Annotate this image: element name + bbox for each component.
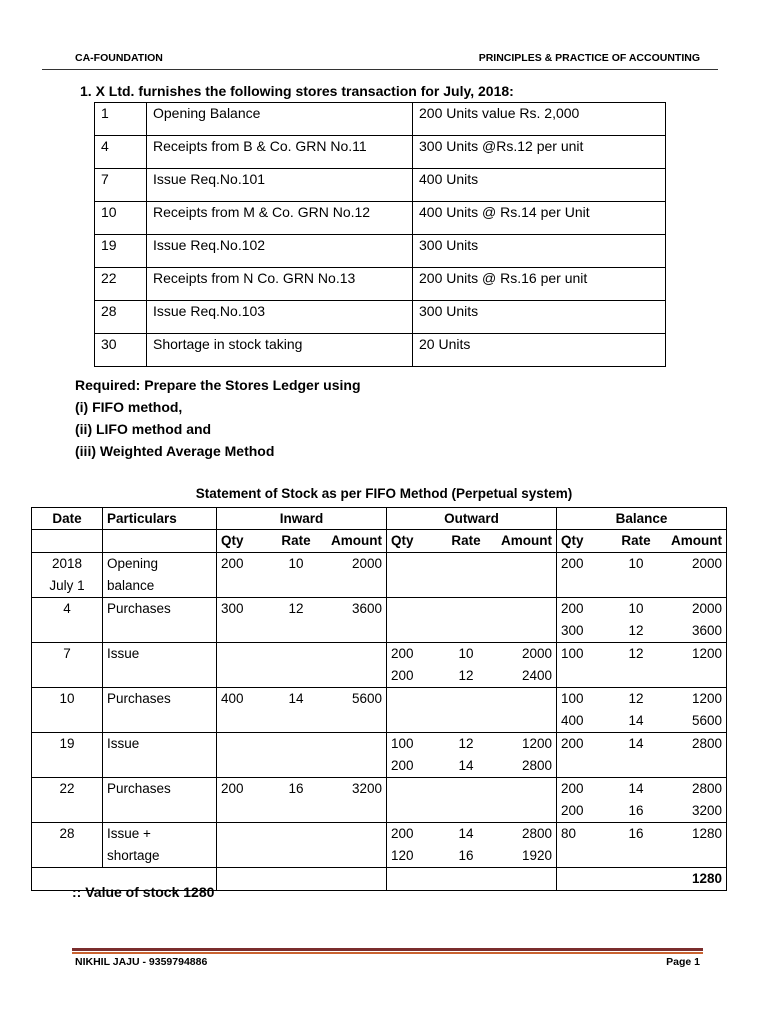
stock-date-cell: [32, 688, 103, 733]
footer-page: Page 1: [666, 956, 700, 968]
outward-amount: 2400: [521, 668, 552, 683]
balance-qty: 400: [561, 713, 584, 728]
transaction-description: Receipts from N Co. GRN No.13: [147, 268, 413, 301]
balance-rate: 14: [628, 713, 644, 728]
stock-row: [32, 733, 727, 778]
balance-rate: 16: [628, 826, 644, 841]
stock-balance-cell: [557, 598, 727, 643]
balance-rate: 16: [628, 803, 644, 818]
balance-amount: 2000: [691, 601, 722, 616]
header-inward: Inward: [217, 508, 387, 530]
transaction-day: 30: [95, 334, 147, 367]
stock-date-cell: [32, 643, 103, 688]
balance-amount: 3600: [691, 623, 722, 638]
transaction-detail: 400 Units: [413, 169, 666, 202]
transaction-description: Opening Balance: [147, 103, 413, 136]
stock-particulars-cell: [103, 553, 217, 598]
balance-line: [561, 710, 722, 732]
stock-row: [32, 598, 727, 643]
stock-outward-cell: [387, 778, 557, 823]
transaction-detail: 300 Units: [413, 301, 666, 334]
balance-qty: 200: [561, 781, 584, 796]
stock-date: 2018: [51, 556, 83, 571]
stock-balance-cell: [557, 688, 727, 733]
stock-particulars-cell: [103, 688, 217, 733]
transaction-detail: 300 Units @Rs.12 per unit: [413, 136, 666, 169]
inward-line: [221, 553, 382, 575]
transaction-detail: 20 Units: [413, 334, 666, 367]
subheader-empty: [103, 530, 217, 553]
header-left: CA-FOUNDATION: [75, 52, 163, 64]
stock-particulars: Purchases: [107, 601, 171, 616]
inward-qty: 200: [221, 781, 244, 796]
balance-line: [561, 733, 722, 755]
subheader-inward: [217, 530, 387, 553]
balance-line: [561, 800, 722, 822]
inward-qty: 400: [221, 691, 244, 706]
stock-particulars: Issue +: [107, 826, 151, 841]
transaction-detail: 400 Units @ Rs.14 per Unit: [413, 202, 666, 235]
stock-date: 19: [59, 736, 75, 751]
inward-amount: 5600: [351, 691, 382, 706]
transaction-description: Shortage in stock taking: [147, 334, 413, 367]
stock-balance-cell: [557, 553, 727, 598]
balance-line: [561, 823, 722, 845]
transaction-description: Receipts from B & Co. GRN No.11: [147, 136, 413, 169]
value-of-stock: :: Value of stock 1280: [72, 884, 215, 900]
stock-outward-cell: [387, 823, 557, 868]
inward-amount: 3200: [351, 781, 382, 796]
stock-particulars-cell: [103, 778, 217, 823]
stock-date-cell: [32, 823, 103, 868]
balance-qty: 200: [561, 736, 584, 751]
footer-author: NIKHIL JAJU - 9359794886: [75, 956, 208, 968]
header-right: PRINCIPLES & PRACTICE OF ACCOUNTING: [478, 52, 700, 64]
balance-qty: 100: [561, 646, 584, 661]
required-line-2: (i) FIFO method,: [75, 399, 183, 415]
transactions-table: [94, 102, 666, 367]
outward-qty: 120: [391, 848, 414, 863]
balance-line: [561, 620, 722, 642]
total-inward-cell: [217, 868, 387, 891]
stock-particulars: Issue: [107, 646, 140, 661]
balance-amount: 1280: [691, 826, 722, 841]
sub-qty: Qty: [561, 533, 584, 548]
header-date: Date: [32, 508, 103, 530]
transaction-day: 1: [95, 103, 147, 136]
stock-outward-cell: [387, 553, 557, 598]
stock-particulars-cell: [103, 598, 217, 643]
stock-date: 4: [63, 601, 71, 616]
balance-rate: 14: [628, 736, 644, 751]
stock-particulars-cell: [103, 823, 217, 868]
stock-date: July 1: [49, 578, 85, 593]
sub-amount: Amount: [331, 533, 382, 548]
outward-line: [391, 665, 552, 687]
sub-amount: Amount: [671, 533, 722, 548]
balance-rate: 10: [628, 556, 644, 571]
stock-inward-cell: [217, 688, 387, 733]
transaction-day: 7: [95, 169, 147, 202]
stock-inward-cell: [217, 823, 387, 868]
outward-rate: 12: [458, 736, 474, 751]
outward-line: [391, 823, 552, 845]
inward-line: [221, 688, 382, 710]
balance-qty: 300: [561, 623, 584, 638]
stock-date: 22: [59, 781, 75, 796]
stock-date: 28: [59, 826, 75, 841]
stock-particulars: Issue: [107, 736, 140, 751]
transaction-row: [95, 169, 666, 202]
transaction-row: [95, 202, 666, 235]
transaction-detail: 300 Units: [413, 235, 666, 268]
stock-date-cell: [32, 778, 103, 823]
stock-balance-cell: [557, 733, 727, 778]
balance-rate: 14: [628, 781, 644, 796]
required-line-4: (iii) Weighted Average Method: [75, 443, 275, 459]
balance-qty: 200: [561, 601, 584, 616]
transaction-description: Issue Req.No.103: [147, 301, 413, 334]
stock-inward-cell: [217, 553, 387, 598]
balance-line: [561, 598, 722, 620]
inward-rate: 16: [288, 781, 304, 796]
outward-rate: 14: [458, 826, 474, 841]
transaction-description: Issue Req.No.102: [147, 235, 413, 268]
outward-amount: 1920: [521, 848, 552, 863]
outward-line: [391, 733, 552, 755]
stock-particulars: balance: [107, 578, 155, 593]
stock-particulars: Purchases: [107, 691, 171, 706]
balance-amount: 2800: [691, 736, 722, 751]
inward-qty: 300: [221, 601, 244, 616]
sub-qty: Qty: [391, 533, 414, 548]
balance-line: [561, 688, 722, 710]
stock-date-cell: [32, 733, 103, 778]
sub-rate: Rate: [281, 533, 311, 548]
required-line-3: (ii) LIFO method and: [75, 421, 212, 437]
stock-inward-cell: [217, 778, 387, 823]
inward-amount: 3600: [351, 601, 382, 616]
transaction-day: 28: [95, 301, 147, 334]
inward-line: [221, 598, 382, 620]
transaction-day: 19: [95, 235, 147, 268]
balance-amount: 1200: [691, 691, 722, 706]
balance-qty: 80: [561, 826, 577, 841]
stock-outward-cell: [387, 598, 557, 643]
question-title: 1. X Ltd. furnishes the following stores transaction for July, 2018:: [80, 83, 514, 99]
transaction-row: [95, 103, 666, 136]
outward-qty: 200: [391, 646, 414, 661]
stock-inward-cell: [217, 733, 387, 778]
outward-line: [391, 643, 552, 665]
stock-particulars: Opening: [107, 556, 159, 571]
inward-rate: 12: [288, 601, 304, 616]
balance-rate: 10: [628, 601, 644, 616]
required-line-1: Required: Prepare the Stores Ledger using: [75, 377, 361, 393]
stock-date: 7: [63, 646, 71, 661]
balance-amount: 2000: [691, 556, 722, 571]
balance-amount: 3200: [691, 803, 722, 818]
stock-date-cell: [32, 598, 103, 643]
stock-inward-cell: [217, 598, 387, 643]
balance-qty: 100: [561, 691, 584, 706]
stock-row: [32, 823, 727, 868]
outward-rate: 16: [458, 848, 474, 863]
inward-qty: 200: [221, 556, 244, 571]
outward-amount: 2800: [521, 758, 552, 773]
stock-particulars: Purchases: [107, 781, 171, 796]
footer-rule-dark: [72, 948, 703, 951]
transaction-row: [95, 136, 666, 169]
inward-line: [221, 778, 382, 800]
outward-amount: 2000: [521, 646, 552, 661]
sub-rate: Rate: [451, 533, 481, 548]
subheader-outward: [387, 530, 557, 553]
outward-amount: 1200: [521, 736, 552, 751]
transaction-row: [95, 268, 666, 301]
transaction-description: Issue Req.No.101: [147, 169, 413, 202]
outward-amount: 2800: [521, 826, 552, 841]
header-divider: [42, 69, 718, 70]
outward-qty: 200: [391, 668, 414, 683]
stock-row: [32, 643, 727, 688]
transaction-row: [95, 235, 666, 268]
stock-particulars-cell: [103, 733, 217, 778]
balance-line: [561, 778, 722, 800]
inward-rate: 10: [288, 556, 304, 571]
balance-qty: 200: [561, 803, 584, 818]
balance-rate: 12: [628, 691, 644, 706]
outward-qty: 200: [391, 826, 414, 841]
header-particulars: Particulars: [103, 508, 217, 530]
sub-rate: Rate: [621, 533, 651, 548]
stock-outward-cell: [387, 643, 557, 688]
stock-outward-cell: [387, 688, 557, 733]
inward-rate: 14: [288, 691, 304, 706]
outward-line: [391, 845, 552, 867]
transaction-day: 10: [95, 202, 147, 235]
outward-rate: 12: [458, 668, 474, 683]
stock-row: [32, 688, 727, 733]
stock-date-cell: [32, 553, 103, 598]
stock-total: 1280: [691, 871, 722, 886]
stock-inward-cell: [217, 643, 387, 688]
stock-particulars-cell: [103, 643, 217, 688]
inward-amount: 2000: [351, 556, 382, 571]
transaction-detail: 200 Units @ Rs.16 per unit: [413, 268, 666, 301]
statement-title: Statement of Stock as per FIFO Method (Perpetual system): [195, 486, 573, 501]
stock-statement-table: [31, 507, 727, 891]
balance-qty: 200: [561, 556, 584, 571]
balance-rate: 12: [628, 646, 644, 661]
transaction-detail: 200 Units value Rs. 2,000: [413, 103, 666, 136]
transaction-day: 4: [95, 136, 147, 169]
balance-amount: 1200: [691, 646, 722, 661]
stock-balance-cell: [557, 778, 727, 823]
total-balance-cell: [557, 868, 727, 891]
transaction-row: [95, 334, 666, 367]
sub-qty: Qty: [221, 533, 244, 548]
stock-row: [32, 553, 727, 598]
header-outward: Outward: [387, 508, 557, 530]
header-balance: Balance: [557, 508, 727, 530]
outward-line: [391, 755, 552, 777]
transaction-day: 22: [95, 268, 147, 301]
transaction-row: [95, 301, 666, 334]
sub-amount: Amount: [501, 533, 552, 548]
stock-particulars: shortage: [107, 848, 160, 863]
stock-balance-cell: [557, 823, 727, 868]
balance-line: [561, 553, 722, 575]
transaction-description: Receipts from M & Co. GRN No.12: [147, 202, 413, 235]
total-outward-cell: [387, 868, 557, 891]
stock-outward-cell: [387, 733, 557, 778]
balance-amount: 5600: [691, 713, 722, 728]
stock-row: [32, 778, 727, 823]
outward-rate: 10: [458, 646, 474, 661]
outward-rate: 14: [458, 758, 474, 773]
subheader-empty: [32, 530, 103, 553]
outward-qty: 200: [391, 758, 414, 773]
balance-amount: 2800: [691, 781, 722, 796]
subheader-balance: [557, 530, 727, 553]
stock-balance-cell: [557, 643, 727, 688]
footer-rule-light: [72, 952, 703, 954]
outward-qty: 100: [391, 736, 414, 751]
balance-rate: 12: [628, 623, 644, 638]
balance-line: [561, 643, 722, 665]
stock-date: 10: [59, 691, 75, 706]
